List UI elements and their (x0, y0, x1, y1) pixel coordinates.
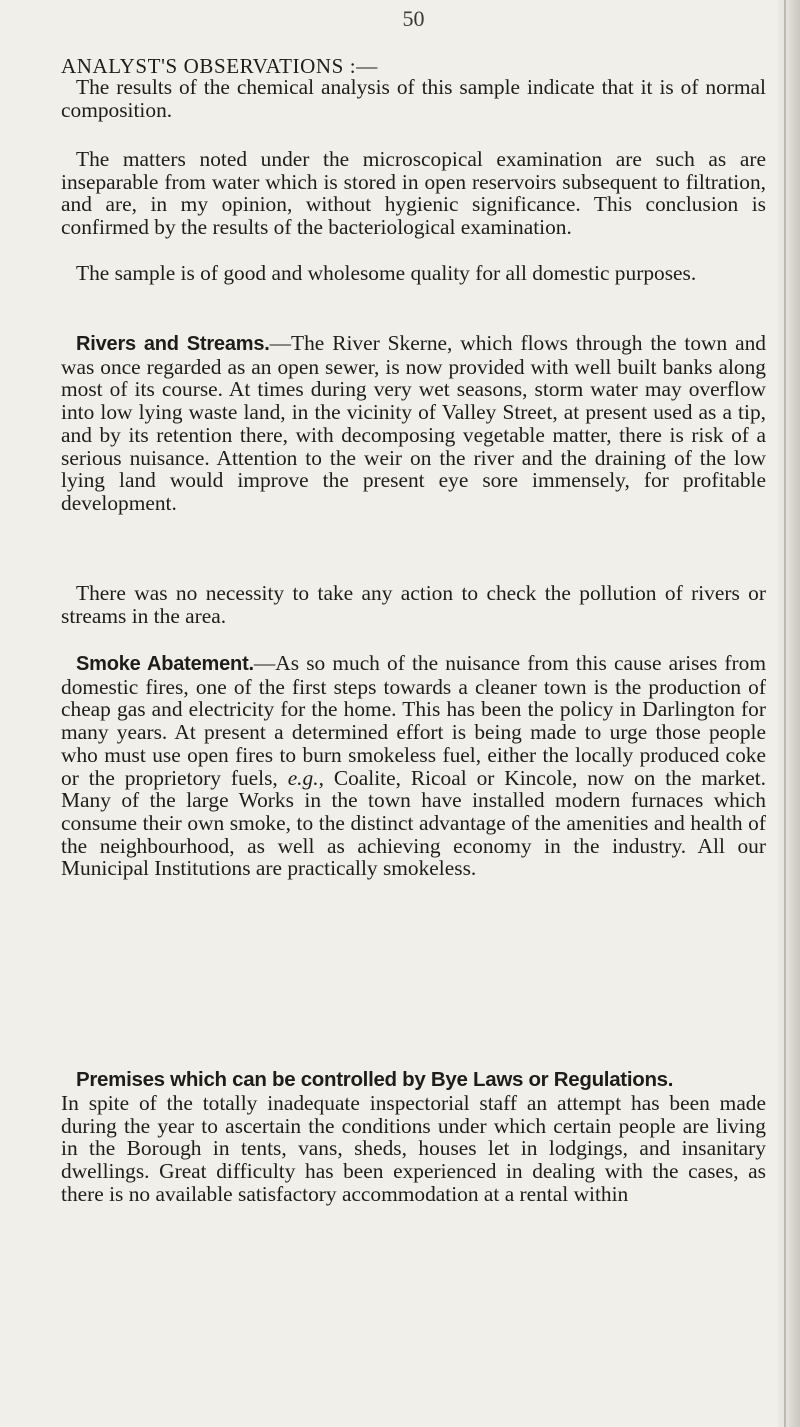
smoke-abatement-heading: Smoke Abatement. (76, 653, 254, 675)
sample-paragraph: The sample is of good and wholesome quality for all domestic purposes. (76, 261, 697, 285)
smoke-abatement-text-end: , Coalite, Ricoal or Kincole, now on the market. Many of the large Works in the town have installed modern furnaces which consume their own smoke, to the distinct advantage of the amenities and health of the neighbourhood, as well as achieving economy in the industry. All our Municipal Institutions are practically smokeless. (61, 765, 767, 881)
microscopical-paragraph: The matters noted under the microscopical examination are such as are inseparable from water which is stored in open reservoirs subsequent to filtration, and are, in my opinion, without hygienic significance. This conclusion is confirmed by the results of the bacteriological examination. (61, 147, 766, 240)
smoke-abatement-paragraph (61, 652, 766, 880)
premises-paragraph: In spite of the totally inadequate inspectorial staff an attempt has been made during the year to ascertain the conditions under which certain people are living in the Borough in tents, vans, sheds, houses let in lodgings, and insanitary dwellings. Great difficulty has been experienced in dealing with the cases, as there is no available satisfactory accommodation at a rental within (61, 1091, 766, 1206)
smoke-abatement-text: —As so much of the nuisance from this cause arises from domestic fires, one of the first steps towards a cleaner town is the production of cheap gas and electricity for the home. This has been the policy in Darlington for many years. At present a determined effort is being made to urge those people who must use open fires to burn smokeless fuel, either the locally produced coke or the proprietory fuels, (61, 651, 767, 790)
premises-heading: Premises which can be controlled by Bye Laws or Regulations. (76, 1068, 674, 1091)
results-paragraph: The results of the chemical analysis of this sample indicate that it is of normal composition. (61, 75, 766, 122)
eg-abbreviation: e.g. (287, 765, 319, 790)
page-edge (778, 0, 800, 1427)
rivers-streams-heading: Rivers and Streams. (76, 333, 270, 355)
rivers-streams-text: —The River Skerne, which flows through the town and was once regarded as an open sewer, is now provided with well built banks along most of its course. At times during very wet seasons, storm water may overflow into low lying waste land, in the vicinity of Valley Street, at present used as a tip, and by its retention there, with decomposing vegetable matter, there is risk of a serious nuisance. Attention to the weir on the river and the draining of the low lying land would improve the present eye sore immensely, for profitable development. (61, 331, 766, 515)
analyst-observations-heading: ANALYST'S OBSERVATIONS :— (61, 54, 378, 78)
page-number: 50 (402, 6, 425, 31)
pollution-paragraph: There was no necessity to take any action to check the pollution of rivers or streams in the area. (61, 581, 766, 628)
rivers-streams-paragraph (61, 332, 766, 515)
